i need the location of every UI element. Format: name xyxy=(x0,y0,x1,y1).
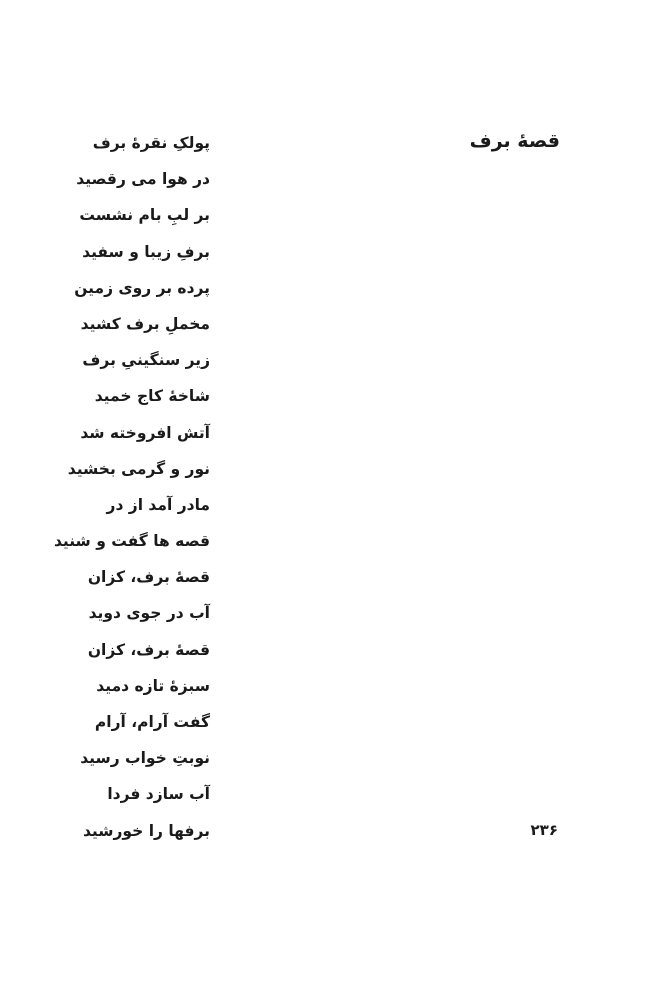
poem-title: قصهٔ برف xyxy=(469,130,560,152)
poem-line: در هوا می رقصید xyxy=(76,170,210,189)
poem-line: آب در جوی دوید xyxy=(88,604,210,623)
poem-line: آب سازد فردا xyxy=(107,785,210,804)
poem-line: نوبتِ خواب رسید xyxy=(80,749,210,768)
page-number: ۲۳۶ xyxy=(530,821,558,839)
poem-line: قصهٔ برف، کزان xyxy=(87,568,210,587)
poem-line: مادر آمد از در xyxy=(106,495,210,514)
poem-line: پولکِ نقرهٔ برف xyxy=(92,134,210,152)
poem-line: قصهٔ برف، کزان xyxy=(87,640,210,659)
poem-line: زیر سنگینیِ برف xyxy=(82,351,210,370)
poem-line: پرده بر روی زمین xyxy=(74,278,210,297)
poem-line: قصه ها گفت و شنید xyxy=(53,532,210,551)
poem-line: آتش افروخته شد xyxy=(80,423,210,442)
poem-line: بر لبِ بام نشست xyxy=(79,206,210,225)
poem-line: نور و گرمی بخشید xyxy=(67,459,210,478)
poem-line: مخملِ برف کشید xyxy=(80,314,210,333)
poem-line: شاخهٔ کاج خمید xyxy=(94,387,210,406)
poem-line: برفِ زیبا و سفید xyxy=(82,242,210,261)
poem-line: گفت آرام، آرام xyxy=(94,713,210,731)
poem-line: برفها را خورشید xyxy=(82,821,210,840)
poem-line: سبزهٔ تازه دمید xyxy=(96,676,210,695)
poem-body xyxy=(53,128,210,852)
